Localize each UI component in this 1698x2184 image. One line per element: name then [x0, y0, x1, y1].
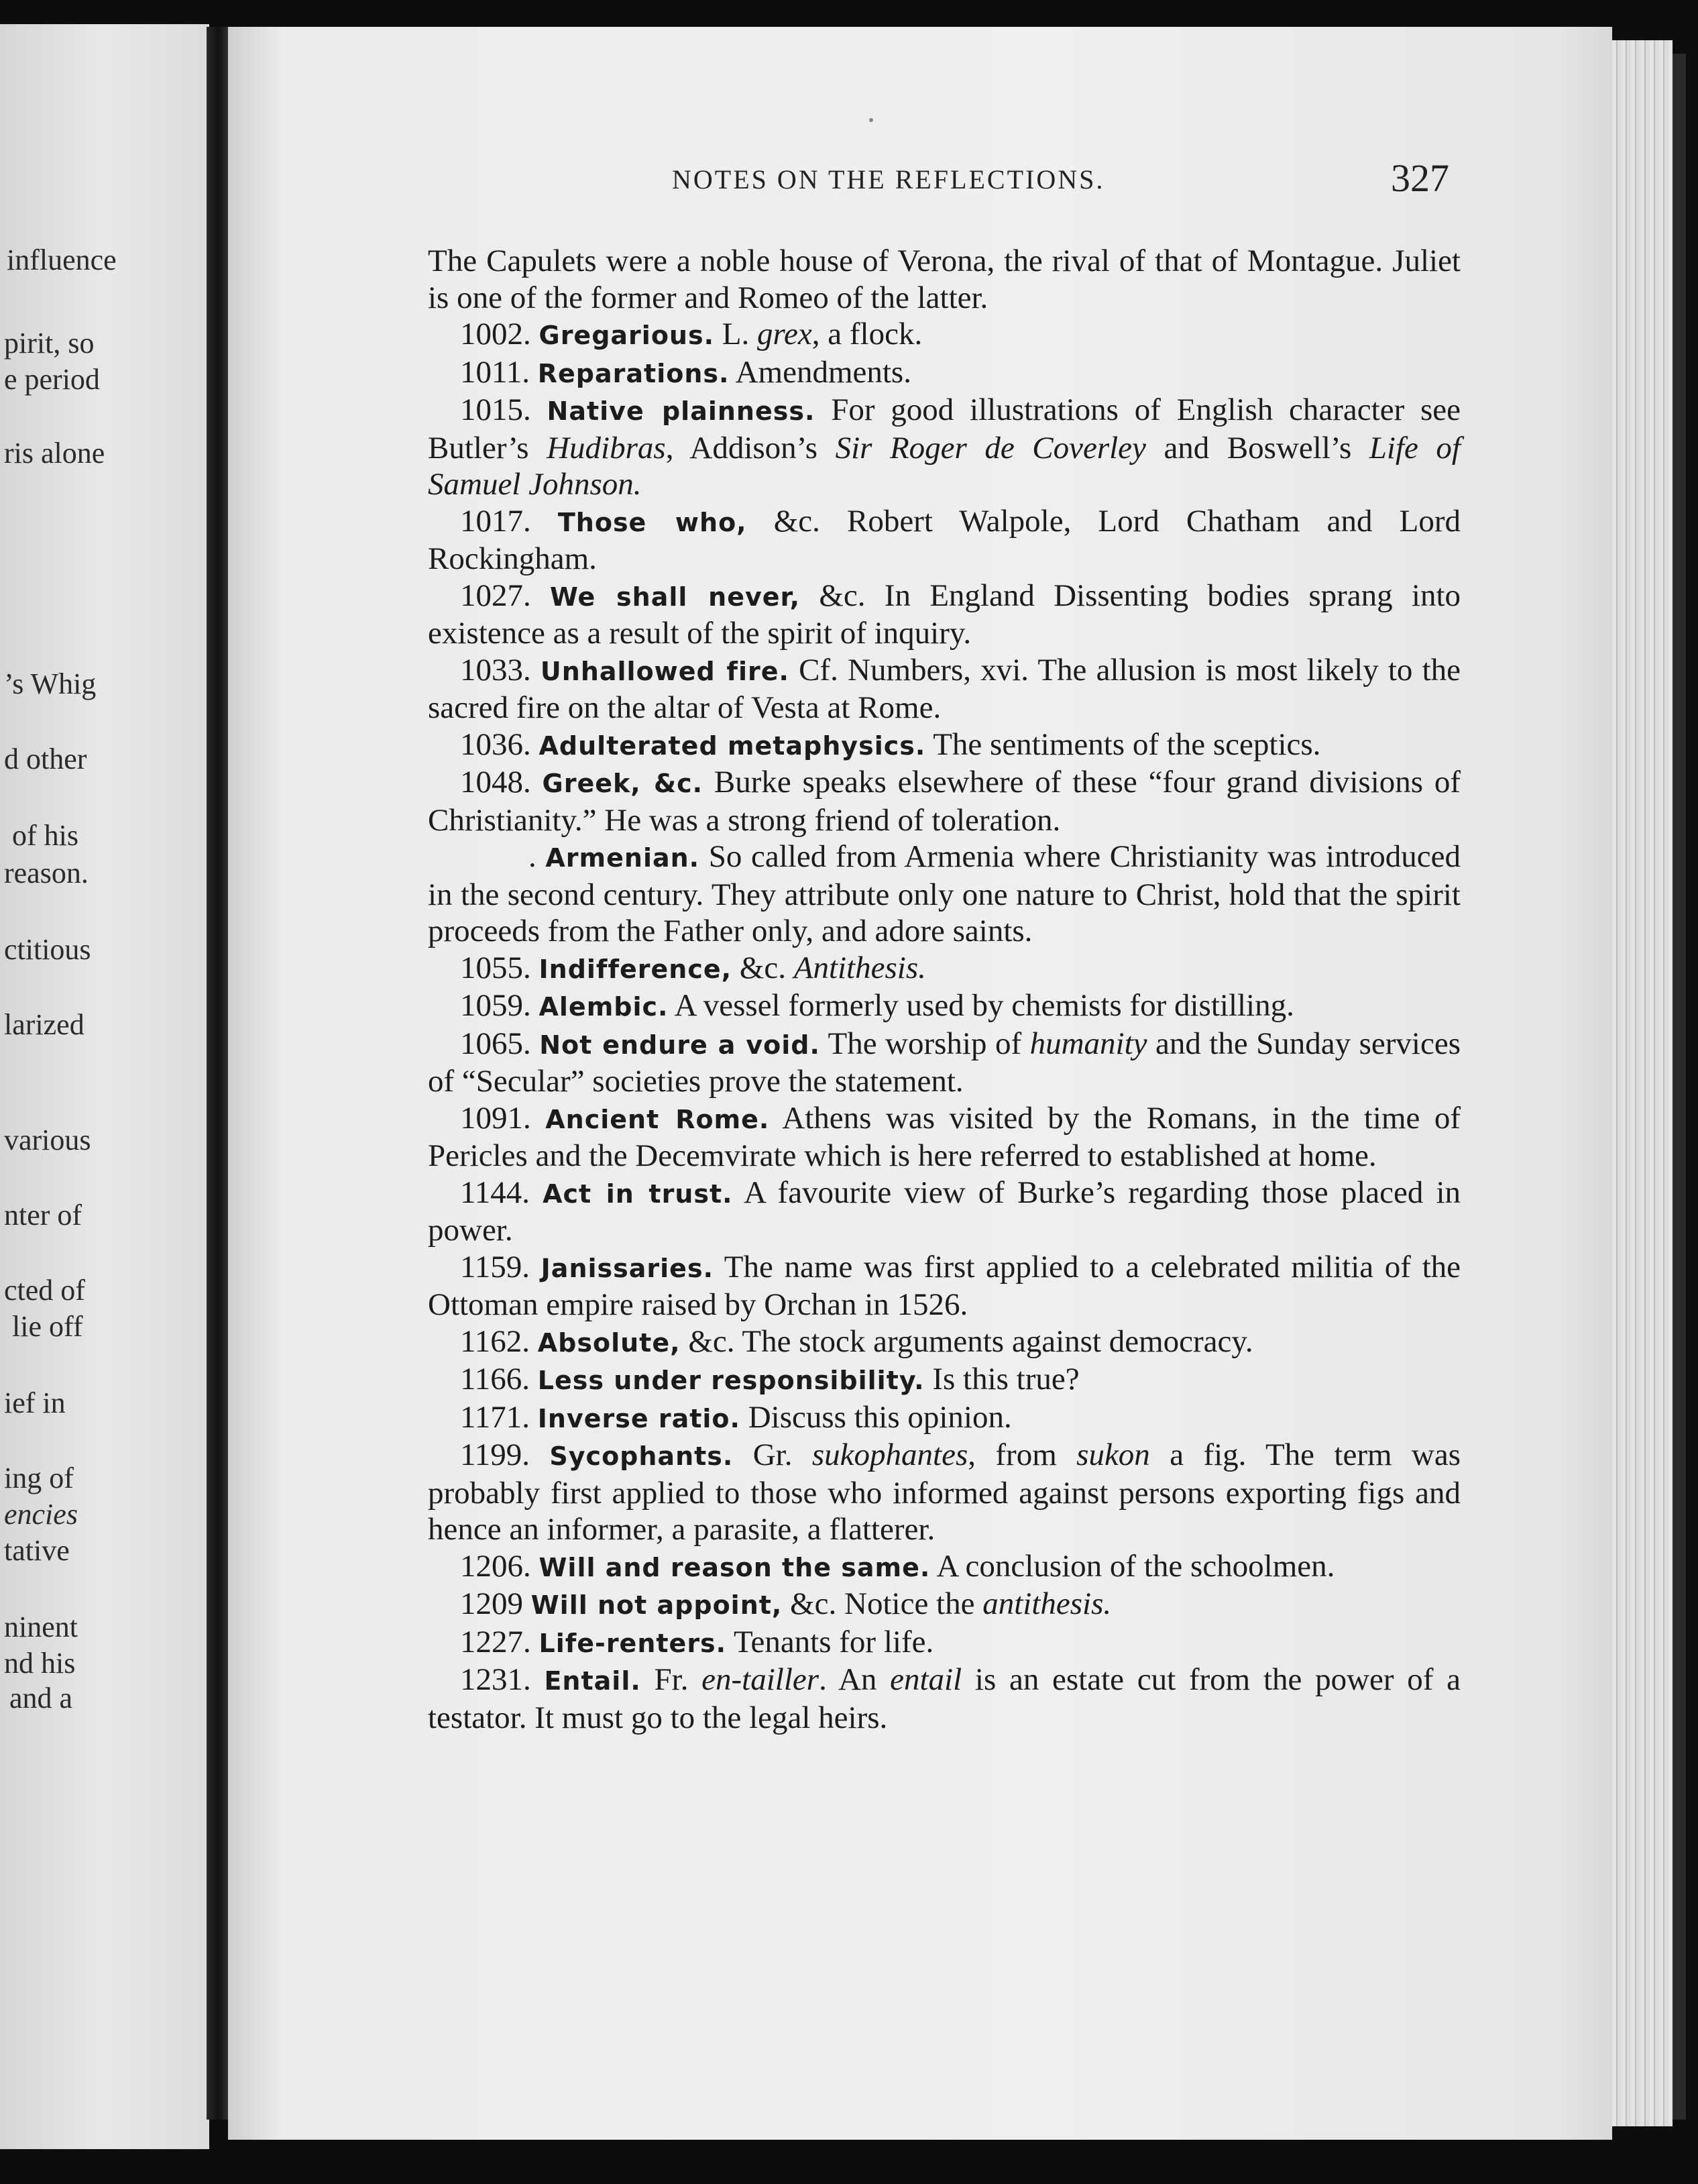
note-italic: entail	[890, 1662, 962, 1697]
note-number: 1231.	[460, 1662, 531, 1697]
note-number: 1055.	[460, 950, 531, 985]
note-1017	[428, 503, 1461, 578]
note-text: A vessel formerly used by chemists for distilling.	[668, 988, 1294, 1023]
note-1059	[428, 987, 1461, 1026]
note-number: 1206.	[460, 1548, 531, 1584]
note-headword: Adulterated metaphysics.	[539, 730, 926, 761]
note-text: The name was first applied to a celebrated militia of the Ottoman empire raised by Orchan in 1526.	[428, 1249, 1461, 1322]
note-text: Athens was visited by the Romans, in the time of Pericles and the Decemvirate which is here referred to established at home.	[428, 1100, 1461, 1173]
note-headword: Inverse ratio.	[537, 1403, 740, 1433]
left-page-fragment: ief in	[4, 1386, 66, 1419]
note-headword: Native plainness.	[547, 396, 815, 426]
note-text: &c. Notice the	[782, 1586, 983, 1621]
note-1091	[428, 1100, 1461, 1175]
note-headword: Gregarious.	[539, 321, 715, 350]
note-number: 1017.	[460, 503, 531, 539]
note-text: Burke speaks elsewhere of these “four grand divisions of Christianity.” He was a strong friend of toleration.	[428, 765, 1461, 838]
left-page-fragment: ctitious	[4, 933, 91, 966]
note-headword: Reparations.	[537, 358, 730, 388]
note-italic: Antithesis.	[793, 950, 926, 985]
left-page-fragment: encies	[4, 1498, 78, 1531]
left-page-fragment: ing of	[4, 1462, 74, 1494]
note-headword: Entail.	[544, 1666, 641, 1696]
note-1048	[428, 764, 1461, 838]
note-number: 1209	[460, 1586, 523, 1621]
note-text: Amendments.	[729, 354, 911, 390]
note-1015	[428, 392, 1461, 503]
note-text: and the Sunday services of “Secular” societies prove the statement.	[428, 1026, 1461, 1099]
note-1011	[428, 354, 1461, 392]
note-text: Tenants for life.	[726, 1624, 934, 1659]
note-headword: Janissaries.	[541, 1253, 714, 1283]
left-page-fragment: tative	[4, 1534, 70, 1567]
note-text: &c.	[732, 950, 794, 985]
note-headword: Life-renters.	[539, 1628, 727, 1658]
left-page-fragment: d other	[4, 743, 87, 775]
note-1206	[428, 1548, 1461, 1586]
note-headword: Unhallowed fire.	[540, 656, 789, 686]
note-number: .	[528, 839, 536, 874]
note-italic: sukophantes	[811, 1437, 968, 1472]
note-1171	[428, 1399, 1461, 1437]
note-number: 1048.	[460, 765, 531, 800]
note-number: 1091.	[460, 1100, 531, 1136]
left-page-fragment: ’s Whig	[4, 667, 97, 700]
note-number: 1036.	[460, 726, 531, 762]
note-number: 1159.	[460, 1249, 530, 1285]
page-number: 327	[1391, 156, 1449, 200]
note-text: , Addison’s	[665, 430, 836, 466]
note-italic: Hudibras	[547, 430, 666, 466]
note-text: A conclusion of the schoolmen.	[930, 1548, 1335, 1584]
note-number: 1033.	[460, 652, 531, 688]
note-headword: We shall never,	[550, 582, 801, 612]
note-text: and Boswell’s	[1145, 430, 1369, 466]
page-edge-shadow	[1673, 54, 1686, 2120]
note-number: 1027.	[460, 578, 531, 613]
note-text: The worship of	[819, 1026, 1030, 1061]
note-headword: Not endure a void.	[539, 1030, 820, 1060]
note-italic: antithesis.	[982, 1586, 1112, 1621]
note-italic: grex	[757, 317, 812, 351]
note-1159	[428, 1249, 1461, 1323]
note-1162	[428, 1323, 1461, 1362]
note-1065	[428, 1026, 1461, 1100]
note-text: Fr.	[640, 1662, 702, 1697]
left-page	[0, 24, 209, 2149]
note-text: Gr.	[733, 1437, 812, 1472]
notes-body	[428, 243, 1461, 1736]
note-headword: Indifference,	[539, 954, 732, 984]
note-italic: en-tailler	[701, 1662, 819, 1697]
note-text: So called from Armenia where Christianity was introduced in the second century. They attribute only one nature to Christ, hold that the spirit proceeds from the Father only, and adore saints.	[428, 839, 1461, 948]
note-headword: Armenian.	[545, 843, 700, 873]
note-text: Cf. Numbers, xvi. The allusion is most likely to the sacred fire on the altar of Vesta at Rome.	[428, 652, 1461, 725]
note-headword: Alembic.	[539, 992, 669, 1022]
left-page-fragment: larized	[4, 1008, 84, 1041]
note-text: a fig. The term was probably first applied to those who informed against persons exporting figs and hence an informer, a parasite, a flatterer.	[428, 1437, 1461, 1547]
note-1166	[428, 1361, 1461, 1399]
left-page-fragment: of his	[12, 819, 78, 852]
note-text: &c. Robert Walpole, Lord Chatham and Lord Rockingham.	[428, 503, 1461, 576]
note-headword: Less under responsibility.	[537, 1366, 925, 1395]
note-1231	[428, 1661, 1461, 1736]
left-page-fragment: ris alone	[4, 437, 105, 470]
note-headword: Sycophants.	[549, 1441, 734, 1471]
note-1199	[428, 1437, 1461, 1548]
note-headword: Ancient Rome.	[545, 1104, 770, 1134]
note-text: For good illustrations of English character see Butler’s	[428, 392, 1461, 466]
note-text: A favourite view of Burke’s regarding those placed in power.	[428, 1175, 1461, 1248]
paragraph-text: The Capulets were a noble house of Verona, the rival of that of Montague. Juliet is one of the former and Romeo of the latter.	[428, 243, 1461, 315]
note-number: 1065.	[460, 1026, 531, 1061]
note-italic: Sir Roger de Coverley	[835, 430, 1146, 466]
note-1144	[428, 1175, 1461, 1249]
note-1002	[428, 316, 1461, 354]
left-page-fragment: e period	[4, 363, 100, 396]
note-1036	[428, 726, 1461, 765]
book-spine	[207, 27, 231, 2120]
note-text: , from	[968, 1437, 1077, 1472]
note-number: 1015.	[460, 392, 531, 427]
note-text: &c. The stock arguments against democracy.	[680, 1323, 1253, 1359]
note-text: . An	[819, 1662, 891, 1697]
note-1027	[428, 578, 1461, 652]
note-text: The sentiments of the sceptics.	[925, 726, 1321, 762]
note-1227	[428, 1624, 1461, 1662]
left-page-fragment: nd his	[4, 1647, 76, 1680]
left-page-fragment: and a	[9, 1682, 73, 1714]
left-page-fragment: reason.	[4, 857, 89, 889]
note-number: 1059.	[460, 988, 531, 1023]
note-number: 1011.	[460, 354, 530, 390]
note-text: , a flock.	[811, 317, 923, 351]
note-number: 1162.	[460, 1323, 530, 1359]
note-1055	[428, 950, 1461, 988]
note-headword: Those who,	[557, 507, 747, 537]
note-headword: Absolute,	[537, 1327, 681, 1358]
note-headword: Greek, &c.	[542, 769, 703, 798]
left-page-fragment: lie off	[12, 1310, 83, 1343]
note-armenian	[428, 838, 1461, 950]
note-italic: Life of Samuel Johnson.	[428, 430, 1461, 502]
running-header: NOTES ON THE REFLECTIONS.	[672, 164, 1105, 195]
note-headword: Will not appoint,	[530, 1590, 783, 1620]
left-page-fragment: pirit, so	[4, 327, 95, 360]
left-page-fragment: nter of	[4, 1199, 82, 1232]
note-text: is an estate cut from the power of a testator. It must go to the legal heirs.	[428, 1662, 1461, 1735]
note-headword: Will and reason the same.	[539, 1552, 931, 1582]
left-page-fragment: various	[4, 1124, 91, 1156]
note-text: &c. In England Dissenting bodies sprang into existence as a result of the spirit of inquiry.	[428, 578, 1461, 651]
left-page-fragment: cted of	[4, 1274, 85, 1307]
note-text: L.	[714, 317, 757, 351]
note-number: 1227.	[460, 1624, 531, 1659]
note-italic: humanity	[1029, 1026, 1147, 1061]
left-page-fragment: influence	[7, 243, 117, 276]
note-1209	[428, 1586, 1461, 1624]
note-number: 1144.	[460, 1175, 530, 1210]
note-headword: Act in trust.	[543, 1179, 733, 1209]
page-edge	[1612, 40, 1673, 2126]
note-number: 1171.	[460, 1399, 530, 1435]
note-text: Discuss this opinion.	[740, 1399, 1012, 1435]
left-page-fragment: ninent	[4, 1610, 78, 1643]
note-number: 1002.	[460, 317, 531, 351]
note-paragraph	[428, 243, 1461, 316]
note-number: 1199.	[460, 1437, 530, 1472]
note-text: Is this true?	[924, 1362, 1080, 1397]
paper-speck	[869, 118, 873, 122]
note-number: 1166.	[460, 1362, 530, 1397]
note-italic: sukon	[1076, 1437, 1150, 1472]
note-1033	[428, 652, 1461, 726]
